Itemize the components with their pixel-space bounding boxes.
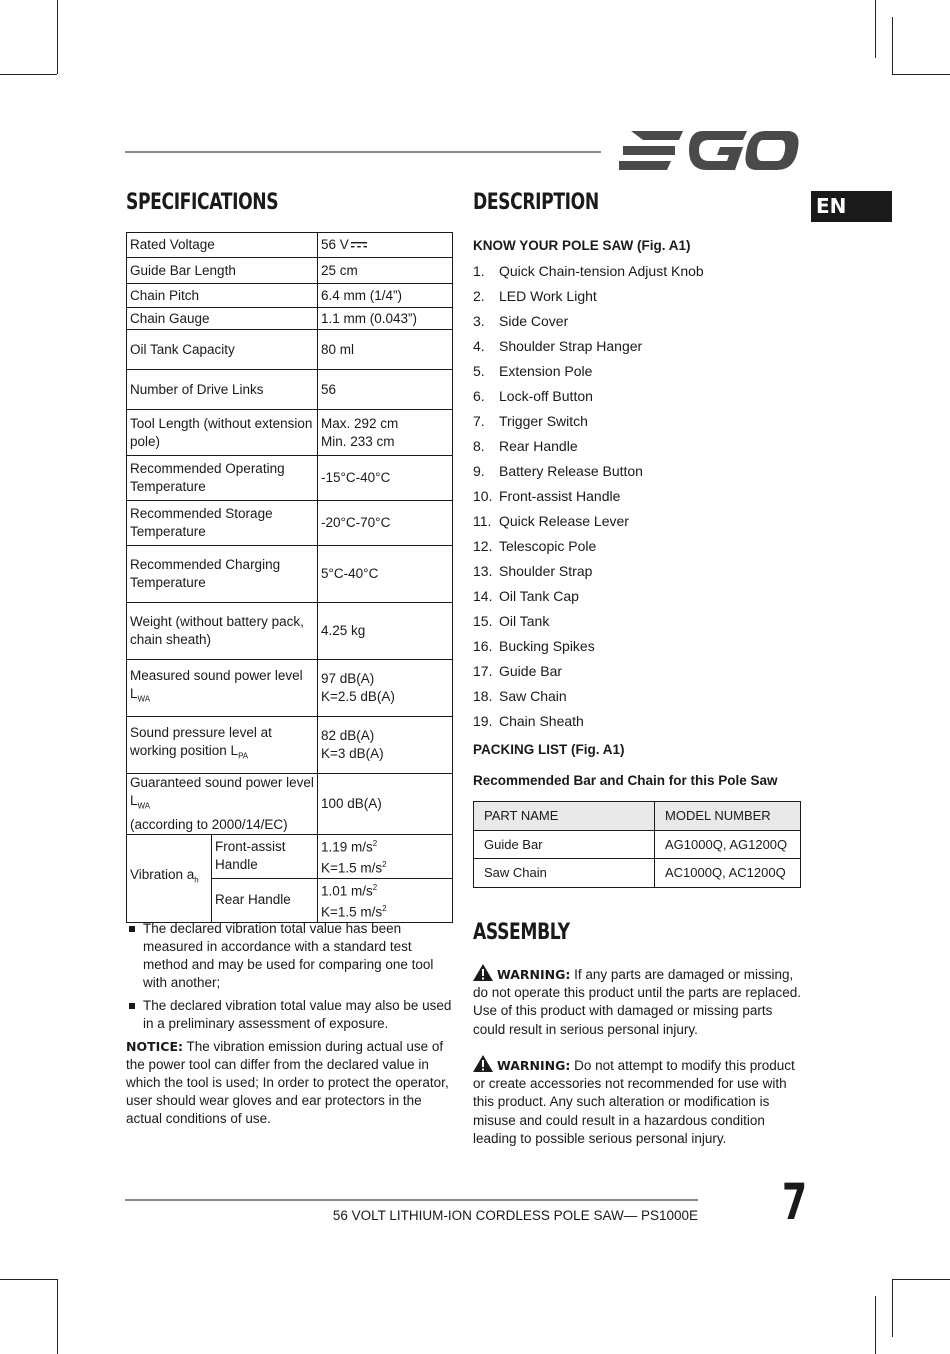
spec-label: Weight (without battery pack, chain sheath) bbox=[127, 603, 318, 660]
list-item: 7. Trigger Switch bbox=[473, 413, 588, 429]
spec-row bbox=[127, 774, 453, 835]
spec-label: Chain Gauge bbox=[127, 308, 318, 330]
specification-notes bbox=[126, 920, 456, 1128]
crop-mark bbox=[892, 1279, 893, 1337]
list-item: 13. Shoulder Strap bbox=[473, 563, 593, 579]
bullet-item: The declared vibration total value has been measured in accordance with a standard test method and may be used for comparing one tool with another; bbox=[126, 920, 456, 992]
page-number: 7 bbox=[782, 1173, 808, 1231]
list-item: 19. Chain Sheath bbox=[473, 713, 584, 729]
vibration-position: Rear Handle bbox=[212, 878, 318, 922]
list-item: 15. Oil Tank bbox=[473, 613, 550, 629]
spec-label: Recommended Operating Temperature bbox=[127, 456, 318, 501]
spec-value: 1.01 $m/s^2$ K=1.5 $m/s^2$ bbox=[318, 878, 453, 922]
parts-list bbox=[473, 261, 803, 736]
dc-symbol-icon bbox=[351, 241, 367, 249]
table-row bbox=[474, 830, 801, 859]
notice-label: NOTICE: bbox=[126, 1039, 183, 1054]
spec-row bbox=[127, 834, 453, 878]
description-title: DESCRIPTION bbox=[473, 190, 599, 215]
spec-row bbox=[127, 258, 453, 284]
warning-label: WARNING: bbox=[497, 967, 571, 982]
crop-mark bbox=[892, 17, 893, 74]
spec-value: 6.4 mm (1/4”) bbox=[318, 284, 453, 308]
table-cell: AG1000Q, AG1200Q bbox=[655, 830, 801, 859]
warning-icon bbox=[473, 1055, 493, 1072]
vibration-position: Front-assist Handle bbox=[212, 834, 318, 878]
crop-mark bbox=[875, 0, 876, 58]
recommended-parts-table bbox=[473, 801, 801, 888]
spec-row bbox=[127, 330, 453, 370]
recommended-heading: Recommended Bar and Chain for this Pole Saw bbox=[473, 773, 778, 788]
crop-mark bbox=[0, 1279, 57, 1280]
spec-row bbox=[127, 660, 453, 717]
notice-paragraph: NOTICE: The vibration emission during actual use of the power tool can differ from the declared value in which the tool is used; In order to protect the operator, user should wear gloves and ear protectors in the actual conditions of use. bbox=[126, 1039, 449, 1126]
spec-value: 4.25 kg bbox=[318, 603, 453, 660]
spec-value: 56 bbox=[318, 370, 453, 410]
spec-value: 1.19 $m/s^2$ K=1.5 $m/s^2$ bbox=[318, 834, 453, 878]
description-section bbox=[473, 236, 803, 791]
spec-value: Max. 292 cm Min. 233 cm bbox=[318, 410, 453, 456]
know-your-pole-saw-heading: KNOW YOUR POLE SAW (Fig. A1) bbox=[473, 238, 691, 253]
warning-paragraph: WARNING: Do not attempt to modify this product or create accessories not recommended for use with this product. Any such alteration or modification is misuse and could result in a hazardous condition leading to possible serious personal injury. bbox=[473, 1055, 803, 1148]
spec-row bbox=[127, 501, 453, 546]
spec-value: 25 cm bbox=[318, 258, 453, 284]
list-item: 6. Lock-off Button bbox=[473, 388, 593, 404]
spec-value: 82 dB(A) K=3 dB(A) bbox=[318, 717, 453, 774]
spec-label: Tool Length (without extension pole) bbox=[127, 410, 318, 456]
spec-value: 5°C-40°C bbox=[318, 546, 453, 603]
table-cell: Guide Bar bbox=[474, 830, 655, 859]
list-item: 5. Extension Pole bbox=[473, 363, 593, 379]
spec-row bbox=[127, 370, 453, 410]
list-item: 14. Oil Tank Cap bbox=[473, 588, 579, 604]
spec-label: Recommended Storage Temperature bbox=[127, 501, 318, 546]
crop-mark bbox=[892, 74, 950, 75]
list-item: 8. Rear Handle bbox=[473, 438, 578, 454]
list-item: 16. Bucking Spikes bbox=[473, 638, 595, 654]
table-header-row bbox=[474, 802, 801, 831]
list-item: 3. Side Cover bbox=[473, 313, 569, 329]
warning-icon bbox=[473, 964, 493, 981]
specifications-title: SPECIFICATIONS bbox=[126, 190, 279, 215]
spec-value: 1.1 mm (0.043”) bbox=[318, 308, 453, 330]
spec-row bbox=[127, 410, 453, 456]
list-item: 17. Guide Bar bbox=[473, 663, 563, 679]
language-tab: EN bbox=[811, 191, 892, 222]
spec-row bbox=[127, 546, 453, 603]
spec-label: Guaranteed sound power level $L_{WA}$ (according to 2000/14/EC) bbox=[127, 774, 318, 835]
spec-label: Oil Tank Capacity bbox=[127, 330, 318, 370]
footer-rule bbox=[125, 1199, 698, 1201]
crop-mark bbox=[892, 1279, 950, 1280]
spec-row bbox=[127, 233, 453, 258]
warning-paragraph: WARNING: If any parts are damaged or missing, do not operate this product until the parts are replaced. Use of this product with damaged or missing parts could result in serious personal injury. bbox=[473, 964, 803, 1039]
spec-value: -15°C-40°C bbox=[318, 456, 453, 501]
spec-row bbox=[127, 284, 453, 308]
spec-label: Chain Pitch bbox=[127, 284, 318, 308]
spec-label: Measured sound power level $L_{WA}$ bbox=[127, 660, 318, 717]
column-header: PART NAME bbox=[474, 802, 655, 831]
ego-logo bbox=[617, 128, 802, 174]
list-item: 9. Battery Release Button bbox=[473, 463, 643, 479]
list-item: 10. Front-assist Handle bbox=[473, 488, 621, 504]
spec-label: Sound pressure level at working position $L_{PA}$ bbox=[127, 717, 318, 774]
table-cell: AC1000Q, AC1200Q bbox=[655, 859, 801, 888]
spec-label: Number of Drive Links bbox=[127, 370, 318, 410]
spec-value: -20°C-70°C bbox=[318, 501, 453, 546]
spec-row bbox=[127, 456, 453, 501]
table-cell: Saw Chain bbox=[474, 859, 655, 888]
spec-row bbox=[127, 603, 453, 660]
spec-value: 80 ml bbox=[318, 330, 453, 370]
list-item: 11. Quick Release Lever bbox=[473, 513, 629, 529]
list-item: 1. Quick Chain-tension Adjust Knob bbox=[473, 263, 704, 279]
list-item: 2. LED Work Light bbox=[473, 288, 597, 304]
list-item: 4. Shoulder Strap Hanger bbox=[473, 338, 643, 354]
header-rule bbox=[125, 151, 601, 153]
spec-row bbox=[127, 308, 453, 330]
footer-text: 56 VOLT LITHIUM-ION CORDLESS POLE SAW— PS1000E bbox=[332, 1208, 698, 1223]
spec-row bbox=[127, 717, 453, 774]
column-header: MODEL NUMBER bbox=[655, 802, 801, 831]
list-item: 18. Saw Chain bbox=[473, 688, 567, 704]
spec-value: 97 dB(A) K=2.5 dB(A) bbox=[318, 660, 453, 717]
crop-mark bbox=[57, 0, 58, 74]
assembly-title: ASSEMBLY bbox=[473, 920, 570, 945]
crop-mark bbox=[0, 74, 57, 75]
spec-label: Recommended Charging Temperature bbox=[127, 546, 318, 603]
vibration-label: Vibration $a_h$ bbox=[127, 834, 212, 922]
list-item: 12. Telescopic Pole bbox=[473, 538, 597, 554]
table-row bbox=[474, 859, 801, 888]
warning-label: WARNING: bbox=[497, 1058, 571, 1073]
crop-mark bbox=[57, 1279, 58, 1354]
spec-value: 100 dB(A) bbox=[318, 774, 453, 835]
specifications-table bbox=[126, 232, 453, 923]
crop-mark bbox=[875, 1296, 876, 1354]
packing-list-heading: PACKING LIST (Fig. A1) bbox=[473, 742, 625, 757]
bullet-item: The declared vibration total value may also be used in a preliminary assessment of exposure. bbox=[126, 997, 456, 1033]
spec-label: Rated Voltage bbox=[127, 233, 318, 258]
spec-value: 56 V bbox=[318, 233, 453, 258]
spec-label: Guide Bar Length bbox=[127, 258, 318, 284]
